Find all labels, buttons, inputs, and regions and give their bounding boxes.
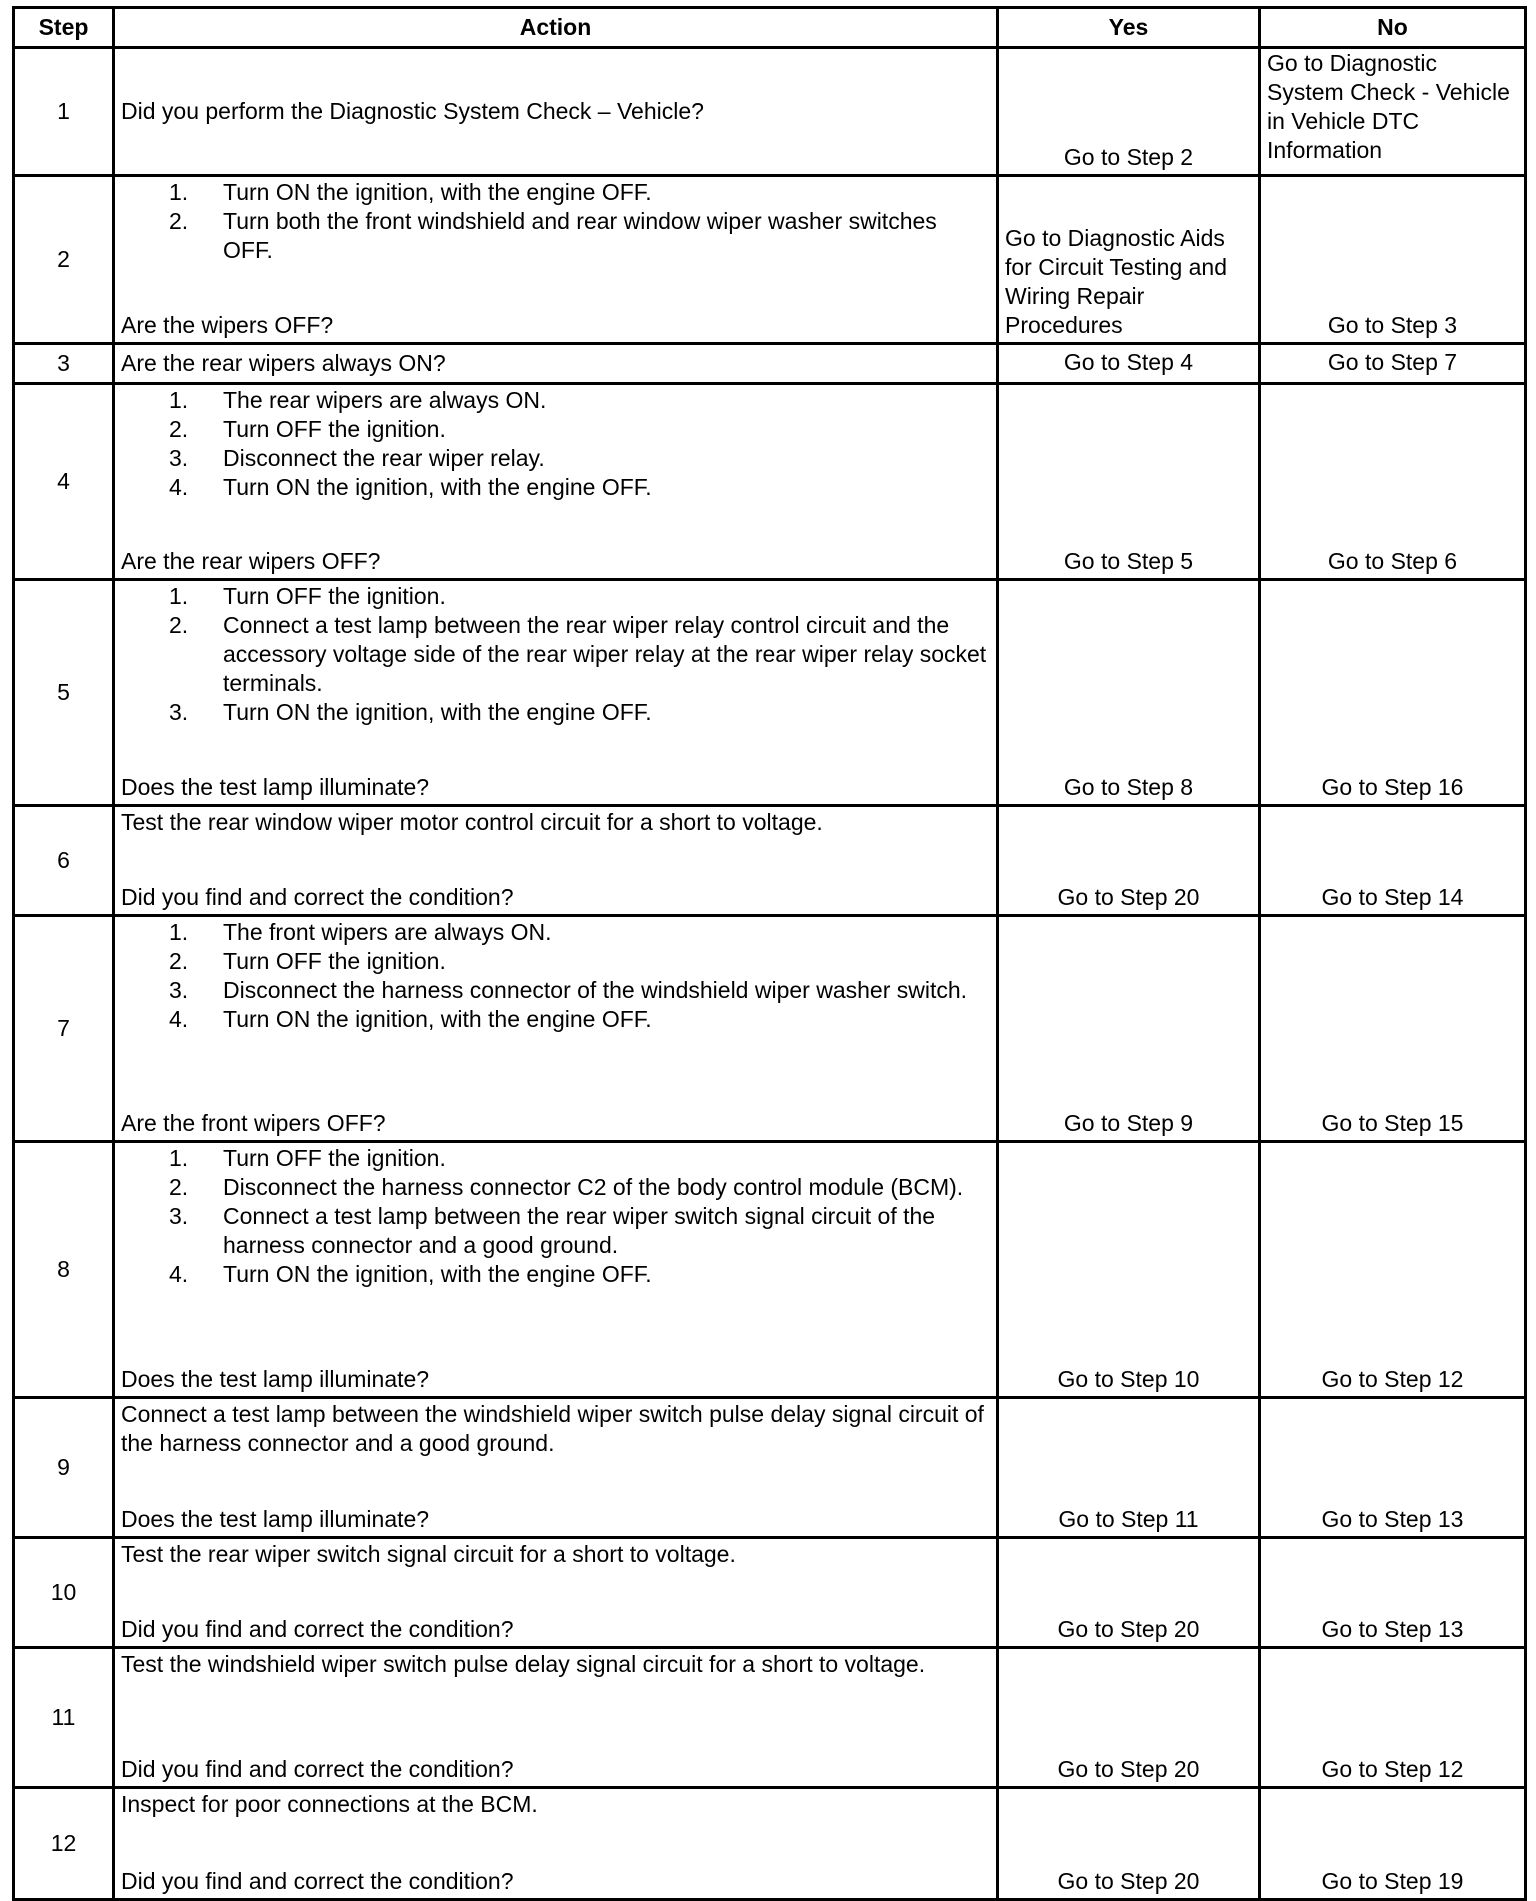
action-cell [114, 48, 998, 176]
instruction-text: Turn OFF the ignition. [223, 416, 446, 442]
action-content [115, 807, 996, 914]
instruction-text: Turn OFF the ignition. [223, 583, 446, 609]
instruction-item [121, 473, 990, 502]
action-question: Did you find and correct the condition? [121, 1868, 514, 1894]
instruction-text: Disconnect the rear wiper relay. [223, 445, 545, 471]
action-instructions [121, 97, 990, 126]
action-question: Does the test lamp illuminate? [121, 774, 430, 800]
instruction-number: 1. [169, 583, 189, 609]
step-number: 7 [14, 916, 114, 1142]
instruction-text: Turn ON the ignition, with the engine OFF. [223, 1006, 652, 1032]
instruction-number: 4. [169, 474, 189, 500]
instruction-item [121, 582, 990, 611]
instruction-number: 3. [169, 699, 189, 725]
no-cell: Go to Step 12 [1260, 1648, 1526, 1788]
instruction-number: 1. [169, 919, 189, 945]
action-text: Test the windshield wiper switch pulse delay signal circuit for a short to voltage. [121, 1651, 926, 1677]
instruction-item [121, 1005, 990, 1034]
action-text: Did you perform the Diagnostic System Check – Vehicle? [121, 97, 704, 124]
no-cell: Go to Step 13 [1260, 1538, 1526, 1648]
step-number: 12 [14, 1788, 114, 1900]
action-content [115, 581, 996, 804]
instruction-text: Turn ON the ignition, with the engine OFF. [223, 179, 652, 205]
no-cell: Go to Step 13 [1260, 1398, 1526, 1538]
instruction-list [121, 582, 990, 727]
action-cell [114, 384, 998, 580]
table-row [14, 806, 1526, 916]
instruction-item [121, 947, 990, 976]
instruction-number: 4. [169, 1006, 189, 1032]
table-row [14, 580, 1526, 806]
instruction-item [121, 415, 990, 444]
action-content [115, 917, 996, 1140]
instruction-number: 3. [169, 1203, 189, 1229]
instruction-list [121, 386, 990, 502]
yes-cell: Go to Step 8 [998, 580, 1260, 806]
action-question: Did you find and correct the condition? [121, 1616, 514, 1642]
action-cell [114, 1398, 998, 1538]
action-instructions [121, 1650, 990, 1679]
instruction-list [121, 1144, 990, 1289]
action-cell [114, 1788, 998, 1900]
action-instructions [121, 918, 990, 1034]
action-content [115, 1399, 996, 1536]
action-text: Connect a test lamp between the windshield wiper switch pulse delay signal circuit of the harness connector and a good ground. [121, 1401, 984, 1456]
instruction-text: Turn both the front windshield and rear window wiper washer switches OFF. [223, 208, 937, 263]
action-question: Are the rear wipers always ON? [121, 349, 446, 376]
yes-cell: Go to Step 10 [998, 1142, 1260, 1398]
header-no: No [1260, 8, 1526, 48]
yes-cell: Go to Step 5 [998, 384, 1260, 580]
action-text: Test the rear wiper switch signal circuit for a short to voltage. [121, 1541, 736, 1567]
instruction-item [121, 207, 990, 265]
instruction-item [121, 1144, 990, 1173]
instruction-list [121, 178, 990, 265]
step-number: 3 [14, 344, 114, 384]
action-cell [114, 176, 998, 344]
yes-cell: Go to Step 20 [998, 1788, 1260, 1900]
action-instructions [121, 808, 990, 837]
action-content [115, 1539, 996, 1646]
instruction-text: The front wipers are always ON. [223, 919, 552, 945]
instruction-number: 1. [169, 179, 189, 205]
step-number: 5 [14, 580, 114, 806]
diagnostic-table [12, 6, 1527, 1901]
no-cell: Go to Step 3 [1260, 176, 1526, 344]
instruction-item [121, 698, 990, 727]
step-number: 6 [14, 806, 114, 916]
header-yes: Yes [998, 8, 1260, 48]
action-cell [114, 580, 998, 806]
action-content [115, 385, 996, 578]
yes-cell: Go to Step 20 [998, 1648, 1260, 1788]
step-number: 4 [14, 384, 114, 580]
action-text: Test the rear window wiper motor control circuit for a short to voltage. [121, 809, 823, 835]
action-cell [114, 1142, 998, 1398]
header-row [14, 8, 1526, 48]
instruction-item [121, 976, 990, 1005]
yes-cell: Go to Step 9 [998, 916, 1260, 1142]
action-instructions [121, 582, 990, 727]
instruction-number: 3. [169, 977, 189, 1003]
action-instructions [121, 1144, 990, 1289]
instruction-item [121, 444, 990, 473]
instruction-number: 2. [169, 948, 189, 974]
action-question: Are the front wipers OFF? [121, 1110, 386, 1136]
yes-cell: Go to Step 20 [998, 1538, 1260, 1648]
action-instructions [121, 1540, 990, 1569]
table-row [14, 48, 1526, 176]
step-number: 8 [14, 1142, 114, 1398]
no-cell: Go to Step 12 [1260, 1142, 1526, 1398]
instruction-item [121, 918, 990, 947]
instruction-text: The rear wipers are always ON. [223, 387, 547, 413]
action-cell [114, 1648, 998, 1788]
action-instructions [121, 386, 990, 502]
instruction-item [121, 1202, 990, 1260]
yes-cell: Go to Step 11 [998, 1398, 1260, 1538]
action-instructions [121, 178, 990, 265]
instruction-text: Turn ON the ignition, with the engine OFF. [223, 474, 652, 500]
yes-cell: Go to Step 4 [998, 344, 1260, 384]
no-cell: Go to Step 16 [1260, 580, 1526, 806]
instruction-number: 3. [169, 445, 189, 471]
instruction-item [121, 1260, 990, 1289]
table-row [14, 176, 1526, 344]
no-cell: Go to Step 14 [1260, 806, 1526, 916]
instruction-number: 2. [169, 208, 189, 234]
table-row [14, 1648, 1526, 1788]
instruction-list [121, 918, 990, 1034]
no-cell: Go to Step 19 [1260, 1788, 1526, 1900]
no-cell: Go to Step 15 [1260, 916, 1526, 1142]
table-row [14, 916, 1526, 1142]
action-cell [114, 806, 998, 916]
action-question: Are the wipers OFF? [121, 312, 334, 338]
instruction-text: Disconnect the harness connector C2 of the body control module (BCM). [223, 1174, 964, 1200]
action-question: Did you find and correct the condition? [121, 884, 514, 910]
instruction-item [121, 386, 990, 415]
header-step: Step [14, 8, 114, 48]
action-instructions [121, 1400, 990, 1458]
instruction-number: 1. [169, 1145, 189, 1171]
table-row [14, 1788, 1526, 1900]
instruction-number: 1. [169, 387, 189, 413]
action-content [115, 1789, 996, 1898]
yes-cell: Go to Step 2 [998, 48, 1260, 176]
instruction-text: Connect a test lamp between the rear wiper switch signal circuit of the harness connector and a good ground. [223, 1203, 936, 1258]
instruction-number: 2. [169, 1174, 189, 1200]
instruction-item [121, 611, 990, 698]
table-row [14, 1538, 1526, 1648]
action-content [115, 1649, 996, 1786]
instruction-number: 4. [169, 1261, 189, 1287]
action-text: Inspect for poor connections at the BCM. [121, 1791, 538, 1817]
instruction-text: Disconnect the harness connector of the windshield wiper washer switch. [223, 977, 968, 1003]
action-content [115, 177, 996, 342]
no-cell: Go to Step 6 [1260, 384, 1526, 580]
step-number: 11 [14, 1648, 114, 1788]
step-number: 1 [14, 48, 114, 176]
table-row [14, 1142, 1526, 1398]
instruction-text: Turn ON the ignition, with the engine OFF. [223, 699, 652, 725]
instruction-text: Turn ON the ignition, with the engine OFF. [223, 1261, 652, 1287]
header-action: Action [114, 8, 998, 48]
no-cell: Go to Diagnostic System Check - Vehicle in Vehicle DTC Information [1260, 48, 1526, 176]
instruction-number: 2. [169, 612, 189, 638]
action-question: Did you find and correct the condition? [121, 1756, 514, 1782]
instruction-text: Turn OFF the ignition. [223, 948, 446, 974]
table-row [14, 1398, 1526, 1538]
action-content [115, 1143, 996, 1396]
action-cell [114, 916, 998, 1142]
action-question: Are the rear wipers OFF? [121, 548, 381, 574]
table-row [14, 384, 1526, 580]
action-question: Does the test lamp illuminate? [121, 1366, 430, 1392]
action-instructions [121, 1790, 990, 1819]
action-question: Does the test lamp illuminate? [121, 1506, 430, 1532]
table-row [14, 344, 1526, 384]
no-cell: Go to Step 7 [1260, 344, 1526, 384]
action-cell [114, 344, 998, 384]
yes-cell: Go to Diagnostic Aids for Circuit Testing and Wiring Repair Procedures [998, 176, 1260, 344]
step-number: 2 [14, 176, 114, 344]
action-cell [114, 1538, 998, 1648]
instruction-number: 2. [169, 416, 189, 442]
instruction-item [121, 178, 990, 207]
step-number: 10 [14, 1538, 114, 1648]
instruction-item [121, 1173, 990, 1202]
yes-cell: Go to Step 20 [998, 806, 1260, 916]
action-content [115, 345, 996, 382]
instruction-text: Connect a test lamp between the rear wiper relay control circuit and the accessory voltage side of the rear wiper relay at the rear wiper relay socket terminals. [223, 612, 987, 696]
instruction-text: Turn OFF the ignition. [223, 1145, 446, 1171]
action-content [115, 49, 996, 174]
step-number: 9 [14, 1398, 114, 1538]
